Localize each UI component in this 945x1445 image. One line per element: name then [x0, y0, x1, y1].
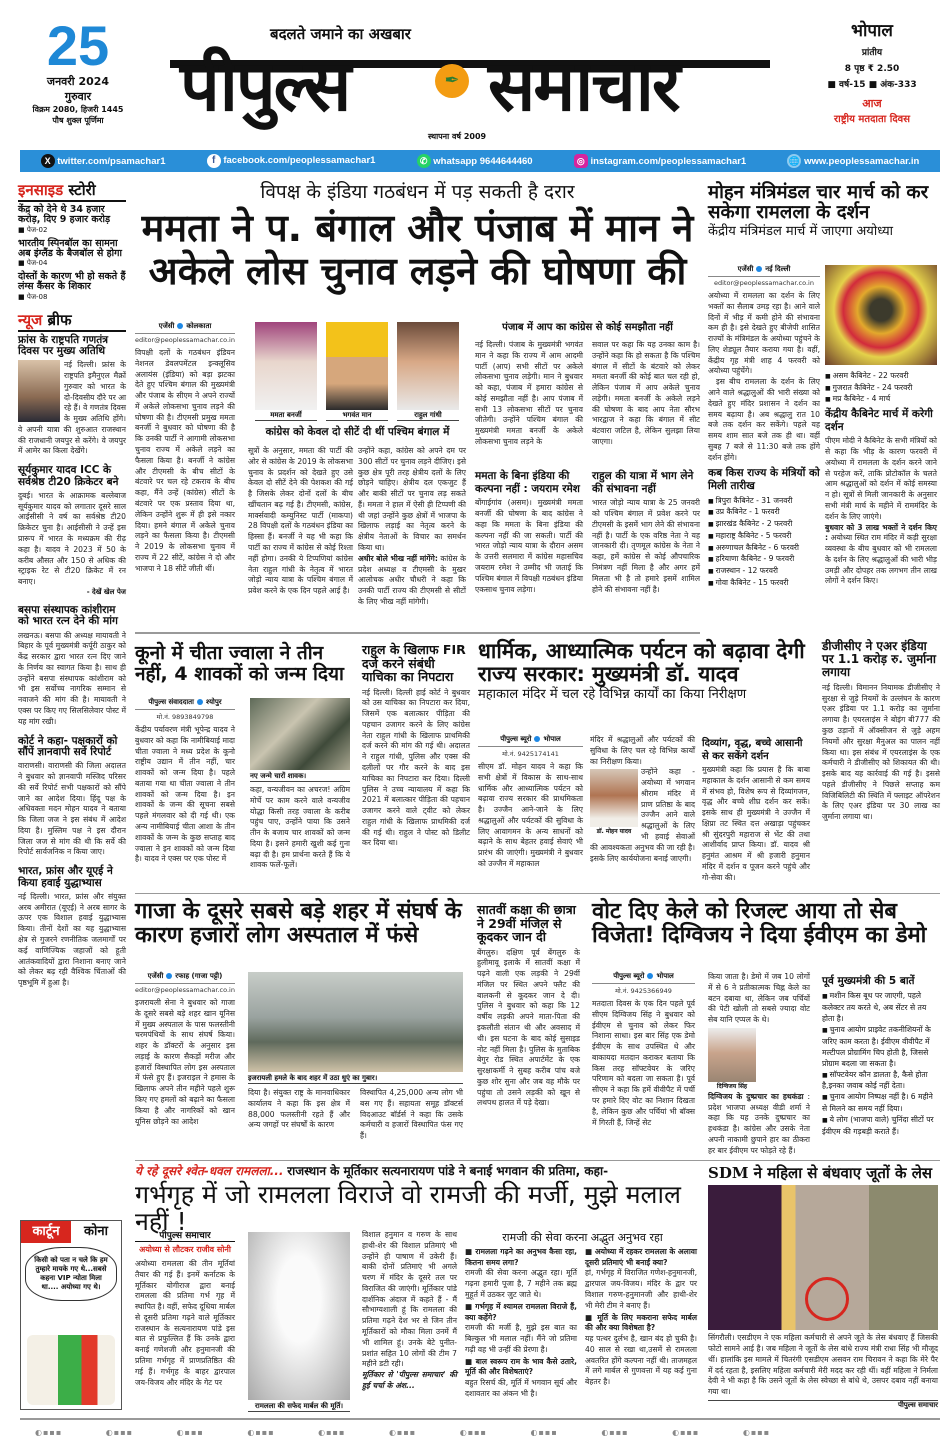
- date-month: जनवरी 2024: [46, 75, 110, 88]
- edition-type: प्रांतीय: [861, 48, 883, 58]
- lead-email: editor@peoplessamachar.co.in: [135, 336, 235, 344]
- left-column: [18, 180, 126, 989]
- x-twitter-icon: X: [41, 154, 55, 168]
- social-whatsapp[interactable]: ✆ whatsapp 9644644460: [417, 154, 533, 168]
- student-headline[interactable]: सातवीं कक्षा की छात्रा ने 29वीं मंजिल से कूदकर जान दी: [477, 902, 576, 944]
- rahul-fir-story: राहुल के खिलाफ FIR दर्ज करने संबंधी याचिका का निपटारा नई दिल्ली। दिल्ली हाई कोर्ट ने बुधवार को उस याचिका का निपटारा कर दिया, जिसमें एक बलात्कार पीड़िता की पहचान उजागर करने के लिए कांग्रेस नेता राहुल गांधी के खिलाफ प्राथमिकी दर्ज करने की मांग की गई थी। अदालत ने राहुल गांधी, पुलिस और एक्स की दलीलों पर गौर करने के बाद इस याचिका का निपटारा कर दिया। दिल्ली पुलिस ने उच्च न्यायालय में कहा कि 2021 में बलात्कार पीड़िता की पहचान उजागर करने वाले ट्वीट को लेकर राहुल गांधी के खिलाफ प्राथमिकी दर्ज की गई थी। राहुल ने पोस्ट को डिलीट कर दिया था।: [362, 642, 470, 848]
- five-points-list: ■ मशीन किस बूथ पर जाएगी, पहले कलेक्टर तय करते थे, अब सेंटर से तय होता है। ■ चुनाव आयोग प्राइवेट तकनीशियनों के जरिए काम करता है। ईवीएम वीवीपैट में मल्टीपल प्रोग्रामिंग चिप होती है, जिससे प्रोग्राम बदला जा सकता है। ■ सॉफ्टवेयर कौन डालता है, कैसे होता है,इनका जवाब कोई नहीं देता। ■ चुनाव आयोग निष्पक्ष नहीं है। 6 महीने से मिलने का समय नहीं दिया। ■ ये लोग (भाजपा वाले) चुनिंदा सीटों पर ईवीएम की गड़बड़ी कराते हैं।: [822, 990, 937, 1136]
- state-dates-list: ■ त्रिपुरा कैबिनेट - 31 जनवरी ■ उप्र कैबिनेट - 1 फरवरी ■ झारखंड कैबिनेट - 2 फरवरी ■ महाराष्ट्र कैबिनेट - 5 फरवरी ■ अरुणाचल कैबिनेट - 6 फरवरी ■ हरियाणा कैबिनेट - 9 फरवरी ■ राजस्थान - 12 फरवरी ■ गोवा कैबिनेट - 15 फरवरी: [708, 495, 820, 589]
- kuno-headline[interactable]: कूनो में चीता ज्वाला ने तीन नहीं, 4 शावकों को जन्म दिया: [135, 642, 344, 685]
- price: 8 पृष्ठ ₹ 2.50: [844, 64, 900, 74]
- jairam-subhead: ममता के बिना इंडिया की कल्पना नहीं : जयराम रमेश: [475, 470, 580, 496]
- lead-col2: सूत्रों के अनुसार, ममता की पार्टी की ओर से कांग्रेस के 2019 के लोकसभा चुनाव के प्रदर्शन को देखते हुए उसे केवल दो सीटें देने की पेशकश की गई है जिसके लेकर दोनों दलों के बीच खींचतान बढ़ गई है। टीएमसी, कांग्रेस, मार्क्सवादी कम्युनिस्ट पार्टी (माकपा) 28 विपक्षी दलों के गठबंधन इंडिया का हिस्सा हैं। बनर्जी ने यह भी कहा कि पार्टी का राज्य में कांग्रेस से कोई रिश्ता नहीं होगा। उनकी ये टिप्पणियां कांग्रेस नेता राहुल गांधी के नेतृत्व में भारत जोड़ो न्याय यात्रा के पश्चिम बंगाल में प्रवेश करने के एक दिन पहले आई है।: [248, 446, 353, 596]
- cartoon-title-2: कोना: [84, 1224, 108, 1239]
- gaza-smoke-photo: [248, 972, 463, 1072]
- news-brief-header: न्यूज ब्रीफ: [18, 310, 126, 332]
- sdm-headline[interactable]: SDM ने महिला से बंधवाए जूतों के लेस: [708, 1164, 933, 1182]
- photo-caption: भगवंत मान: [326, 411, 388, 421]
- brief-item: बसपा संस्थापक कांशीराम को भारत रत्न देने की मांग लखनऊ। बसपा की अध्यक्ष मायावती ने बिहार के पूर्व मुख्यमंत्री कर्पूरी ठाकुर को केंद्र सरकार द्वारा भारत रत्न दिए जाने के निर्णय का स्वागत किया है। साथ ही उन्होंने बसपा संस्थापक कांशीराम को भी इस सर्वोच्च नागरिक सम्मान से नवाजने की मांग की है। मायावती ने एक्स पर किए गए सिलसिलेवार पोस्ट में यह मांग रखी।: [18, 603, 126, 726]
- whatsapp-icon: ✆: [417, 154, 431, 168]
- tithi: पौष शुक्ल पूर्णिमा: [52, 116, 104, 125]
- rahul-gandhi-photo: [397, 322, 459, 410]
- cartoon-title: कार्टून: [21, 1221, 71, 1243]
- lead-headline[interactable]: ममता ने प. बंगाल और पंजाब में मान ने अकेले लोस चुनाव लड़ने की घोषणा की: [141, 205, 694, 294]
- social-twitter[interactable]: X twitter.com/psamachar1: [41, 154, 166, 168]
- weekday: गुरुवार: [64, 90, 92, 103]
- sdm-shoelace-photo: [708, 1185, 938, 1330]
- qa-box: रामजी की सेवा करना अद्भुत अनुभव रहा ■ रामलला गढ़ने का अनुभव कैसा रहा, कितना समय लगा? रामजी की सेवा करना अद्भुत रहा। मूर्ति गढ़ना हमारी पूजा है, 7 महीने तक ब्रह्म मुहूर्त में उठकर जुट जाते थे। ■ गर्भगृह में श्यामल रामलला विराजे हैं, क्या कहेंगे? रामजी की मर्जी है, मुझे इस बात का बिल्कुल भी मलाल नहीं। मैंने जो प्रतिमा गढ़ी वह भी उन्हीं की प्रेरणा है। ■ बाल स्वरूप राम के भाव कैसे उतारे, मूर्ति की और विशेषताएं? बहुत रिसर्च की, मूर्ति में भगवान सूर्य और दशावतार का अंकन भी है। ■ अयोध्या में रहकर रामलला के अलावा दूसरी प्रतिमाएं भी बनाईं क्या? हां, गर्भगृह में विराजित गणेश-हनुमानजी, द्वारपाल जय-विजय। मंदिर के द्वार पर विशाल गरुण-हनुमानजी और हाथी-शेर भी मेरी टीम ने बनाए हैं। ■ मूर्ति के लिए मकराना सफेद मार्बल की और क्या विशेषता है? यह पत्थर दुर्लभ है, खान बंद हो चुकी है। 40 साल से रखा था,उसमें से रामलला अवतरित होंगे कल्पना नहीं थी। ताजमहल में लगे मार्बल से गुणवत्ता में यह कई गुना बेहतर है।: [465, 1231, 697, 1399]
- dgca-headline[interactable]: डीजीसीए ने एअर इंडिया पर 1.1 करोड़ रु. जुर्माना लगाया: [822, 639, 937, 679]
- speech-bubble: किसी को पता न चले कि हम तुम्हारे मायके गए थे...सबसे कहना VIP न्योता मिला था.... अयोध्या गए थे।: [25, 1247, 117, 1301]
- mohan-deck: केंद्रीय मंत्रिमंडल मार्च में जाएगा अयोध्या: [708, 223, 894, 239]
- social-facebook[interactable]: f facebook.com/peoplessamachar1: [207, 154, 376, 168]
- today-label: आज: [862, 97, 882, 110]
- lead-kicker: विपक्ष के इंडिया गठबंधन में पड़ सकती है दरार: [260, 181, 575, 203]
- logo-right: समाचार: [488, 45, 679, 127]
- tagline: बदलते जमाने का अखबार: [270, 25, 411, 43]
- lead-col1: विपक्षी दलों के गठबंधन इंडियन नेशनल डेवलपमेंटल इन्क्लूसिव अलायंस (इंडिया) को बड़ा झटका देते हुए पश्चिम बंगाल की मुख्यमंत्री और पंजाब के सीएम ने अपने राज्यों में अकेले लोकसभा चुनाव लड़ने की घोषणा की है। टीएमसी प्रमुख ममता बनर्जी ने बुधवार को घोषणा की है कि उनकी पार्टी ने आगामी लोकसभा चुनाव राज्य में अकेले लड़ने का फैसला किया है। बनर्जी ने कांग्रेस और टीएमसी के बीच सीटों के बंटवारे पर चल रहे टकराव के बीच कहा, मैंने उन्हें (कांग्रेस) सीटों के बंटवारे पर एक प्रस्ताव दिया था, लेकिन उन्होंने शुरू में ही इसे नकार दिया। हमने बंगाल में अकेले चुनाव लड़ने का फैसला किया है। टीएमसी ने 2019 के लोकसभा चुनाव में राज्य में 22 सीटें, कांग्रेस ने दो और भाजपा ने 18 सीटें जीती थीं।: [135, 348, 235, 573]
- dharmik-tourism-story: धार्मिक, आध्यात्मिक पर्यटन को बढ़ावा देगी राज्य सरकार: मुख्यमंत्री डॉ. यादव महाकाल मंदिर में चल रहे विभिन्न कार्यों का किया निरीक्षण: [478, 640, 813, 702]
- student-story: सातवीं कक्षा की छात्रा ने 29वीं मंजिल से कूदकर जान दी बेंगलुरु। दक्षिण पूर्व बेंगलुरु के हुलीमावू इलाके में सातवीं कक्षा में पढ़ने वाली एक लड़की ने 29वीं मंजिल पर स्थित अपने फ्लैट की बालकनी से कूदकर जान दे दी। पुलिस ने बुधवार को कहा कि 12 वर्षीय लड़की अपने माता-पिता की इकलौती संतान थी और अवसाद में थी। इस घटना के बाद कोई सुसाइड नोट नहीं मिला है। पुलिस के मुताबिक बेगुर रोड स्थित अपार्टमेंट के एक सुरक्षाकर्मी ने सुबह करीब पांच बजे कुछ शोर सुना और जब वह मौके पर पहुंचा तो उसने लड़की को खून से लथपथ हालत में पड़े देखा।: [477, 902, 580, 1108]
- vote-headline[interactable]: वोट दिए केले को रिजल्ट आया तो सेब विजेता! दिग्विजय ने दिया ईवीएम का डेमो: [592, 899, 927, 948]
- digvijay-photo: दिग्विजय सिंह: [708, 1028, 756, 1090]
- social-instagram[interactable]: ◎ instagram.com/peoplessamachar1: [574, 154, 746, 168]
- date-block: [28, 14, 128, 126]
- mohan-headline[interactable]: मोहन मंत्रिमंडल चार मार्च को कर सकेगा रामलला के दर्शन: [708, 182, 929, 223]
- mohan-yadav-photo: डॉ. मोहन यादव: [590, 769, 638, 835]
- brief-item: सूर्यकुमार यादव ICC के सर्वश्रेष्ठ टी20 क्रिकेटर बने दुबई। भारत के आक्रामक बल्लेबाज सूर्यकुमार यादव को लगातार दूसरे साल आईसीसी ने वर्ष का सर्वश्रेष्ठ टी20 क्रिकेटर चुना है। आईसीसी ने उन्हें इस प्रारूप में भारत के मध्यक्रम की रीढ़ कहा है। यादव ने 2023 में 50 के करीब औसत और 150 से अधिक की स्ट्राइक रेट से टी20 क्रिकेट में रन बनाए। - देखें खेल पेज: [18, 464, 126, 596]
- brief-item: कोर्ट ने कहा- पक्षकारों को सौंपें ज्ञानवापी सर्वे रिपोर्ट वाराणसी। वाराणसी की जिला अदालत ने बुधवार को ज्ञानवापी मस्जिद परिसर की सर्वे रिपोर्ट सभी पक्षकारों को सौंपे जाने का आदेश दिया। हिंदू पक्ष के अधिवक्ता मदन मोहन यादव ने बताया कि जिला जज ने इस संबंध में आदेश दिया है। मुस्लिम पक्ष ने इस दौरान जिला जज से मांग की थी कि सर्वे की रिपोर्ट सार्वजनिक न किया जाए।: [18, 734, 126, 857]
- gaza-headline[interactable]: गाजा के दूसरे सबसे बड़े शहर में संघर्ष के कारण हजारों लोग अस्पताल में फंसे: [135, 899, 462, 948]
- lead-byline: एजेंसी कोलकाता: [135, 322, 235, 334]
- social-bar: [20, 150, 940, 172]
- inside-item[interactable]: केंद्र को देने थे 34 हजार करोड़, दिए 9 हजार करोड़ ■ पेज-02: [18, 204, 111, 234]
- dharmik-headline[interactable]: धार्मिक, आध्यात्मिक पर्यटन को बढ़ावा देगी राज्य सरकार: मुख्यमंत्री डॉ. यादव: [478, 639, 805, 686]
- brief-item: फ्रांस के राष्ट्रपति गणतंत्र दिवस पर मुख्य अतिथि नई दिल्ली। फ्रांस के राष्ट्रपति इमैनुएल मैक्रों गुरुवार को भारत के दो-दिवसीय दौरे पर आ रहे हैं। वे गणतंत्र दिवस के मुख्य अतिथि होंगे। वे अपनी यात्रा की शुरुआत राजस्थान की राजधानी जयपुर से करेंगे। वे जयपुर में आमेर का किला देखेंगे।: [18, 333, 126, 456]
- dgca-story: डीजीसीए ने एअर इंडिया पर 1.1 करोड़ रु. जुर्माना लगाया नई दिल्ली। विमानन नियामक डीजीसीए ने सुरक्षा से जुड़े नियमों के उल्लंघन के कारण एअर इंडिया पर 1.1 करोड़ का जुर्माना लगाया है। एयरलाइंस ने बोइंग बी777 की कुछ उड़ानों में ऑक्सीजन से जुड़े अहम नियमों और सुरक्षा मैनुअल का पालन नहीं किया था। इस संबंध में एयरलाइंस के एक कर्मचारी ने डीजीसीए को शिकायत की थी। इसके बाद यह कार्रवाई की गई है। इससे पहले डीजीसीए ने पिछले सप्ताह कम विजिबिलिटी की स्थिति में फ्लाइट ऑपरेशन के लिए एअर इंडिया पर 30 लाख का जुर्माना लगाया था।: [822, 639, 940, 822]
- ramlala-story: ये रहे दूसरे श्वेत-धवल रामलला... राजस्थान के मूर्तिकार सत्यनारायण पांडे ने बनाई भगवान की प्रतिमा, कहा- गर्भगृह में जो रामलला विराजे वो रामजी की मर्जी, मुझे मलाल नहीं !: [135, 1165, 700, 1235]
- macron-photo: [18, 360, 60, 422]
- inside-item[interactable]: भारतीय स्पिनबॉल का सामना अब इंग्लैंड के बैजबॉल से होगा ■ पेज-04: [18, 237, 122, 267]
- cheetah-cubs-photo: [250, 698, 350, 770]
- lead-story: [135, 182, 700, 294]
- inside-item[interactable]: दोस्तों के कारण भी हो सकते हैं लंग्स कैंसर के शिकार ■ पेज-08: [18, 271, 126, 301]
- founded-year: स्थापना वर्ष 2009: [428, 132, 487, 141]
- kuno-cheetah-story: [135, 643, 350, 684]
- today-event: राष्ट्रीय मतदाता दिवस: [834, 114, 910, 125]
- logo-left: पीपुल्स: [180, 45, 350, 127]
- registration-marks: ◐▪▪▪ ◐▪▪▪ ◐▪▪▪ ◐▪▪▪ ◐▪▪▪ ◐▪▪▪ ◐▪▪▪ ◐▪▪▪ ◐▪▪▪ ◐▪▪▪ ◐▪▪▪: [35, 1428, 771, 1437]
- evm-demo-story: [592, 900, 937, 948]
- photo-caption: ममता बनर्जी: [255, 411, 317, 421]
- lead-subhead: कांग्रेस को केवल दो सीटें दी थीं पश्चिम बंगाल में: [265, 426, 450, 438]
- yatra-subhead: राहुल की यात्रा में भाग लेने की संभावना नहीं: [592, 470, 694, 496]
- sdm-story: SDM ने महिला से बंधवाए जूतों के लेस सिंगरौली। एसडीएम ने एक महिला कर्मचारी से अपने जूते के लेस बंधवाए हैं जिसकी फोटो सामने आई है। जब महिला ने जूतों के लेस बांधे राज्य मंत्री राधा सिंह भी मौजूद थीं। हालांकि इस मामले में चितरंगी एसडीएम असवन राम चिरावन ने कहा कि मेरे पैर में दर्द रहता है, इसलिए महिला कर्मचारी मेरी मदद कर रही थीं। वहीं महिला ने निर्मला देवी ने भी कहा है कि उसने जूतों के लेस स्वेच्छा से बांधे थे, उसपर दबाव नहीं बनाया गया था। पीपुल्स समाचार: [708, 1164, 938, 1409]
- punjab-subhead: पंजाब में आप का कांग्रेस से कोई समझौता नहीं: [502, 322, 673, 333]
- pen-nib-logo-icon: ✒: [435, 64, 469, 98]
- white-marble-ramlala-photo: [248, 1232, 350, 1400]
- gaza-story: [135, 900, 465, 948]
- ramlala-idol-photo: [825, 265, 937, 365]
- globe-icon: 🌐: [788, 156, 801, 166]
- volume-issue: ■ वर्ष-15 ■ अंक-333: [827, 80, 917, 90]
- edition-info: [812, 18, 932, 125]
- inside-story-header: इनसाइड स्टोरी: [18, 180, 126, 202]
- facebook-icon: f: [207, 154, 221, 168]
- highlight-circle: [805, 1277, 849, 1321]
- instagram-icon: ◎: [574, 154, 588, 168]
- bhagwant-mann-photo: [326, 322, 388, 410]
- brief-item: भारत, फ्रांस और यूएई ने किया हवाई युद्धाभ्यास नई दिल्ली। भारत, फ्रांस और संयुक्त अरब अमीरात (यूएई) ने अरब सागर के ऊपर एक विशाल हवाई युद्धाभ्यास किया। तीनों देशों का यह युद्धाभ्यास क्षेत्र से गुजरने रणनीतिक जलमार्गों पर कई वाणिज्यिक जहाजों को हूती आतंकवादियों द्वारा निशाना बनाए जाने को लेकर बढ़ रही वैश्विक चिंताओं की पृष्ठभूमि में हुआ है।: [18, 865, 126, 988]
- cartoon-corner: [20, 1220, 122, 1410]
- calendar: विक्रम 2080, हिजरी 1445: [32, 105, 124, 114]
- date-day: 25: [46, 14, 110, 77]
- mohan-cabinet-story: [708, 183, 940, 239]
- rahul-fir-headline[interactable]: राहुल के खिलाफ FIR दर्ज करने संबंधी याचिका का निपटारा: [362, 642, 466, 684]
- photo-caption: राहुल गांधी: [397, 411, 459, 421]
- edition-city: भोपाल: [851, 21, 893, 41]
- social-website[interactable]: 🌐 www.peoplessamachar.in: [788, 156, 920, 167]
- cartoon-illustration: [27, 1335, 115, 1405]
- ramlala-headline[interactable]: गर्भगृह में जो रामलला विराजे वो रामजी की मर्जी, मुझे मलाल नहीं !: [135, 1179, 681, 1236]
- mamata-photo: [255, 322, 317, 410]
- newspaper-logo: [170, 18, 770, 143]
